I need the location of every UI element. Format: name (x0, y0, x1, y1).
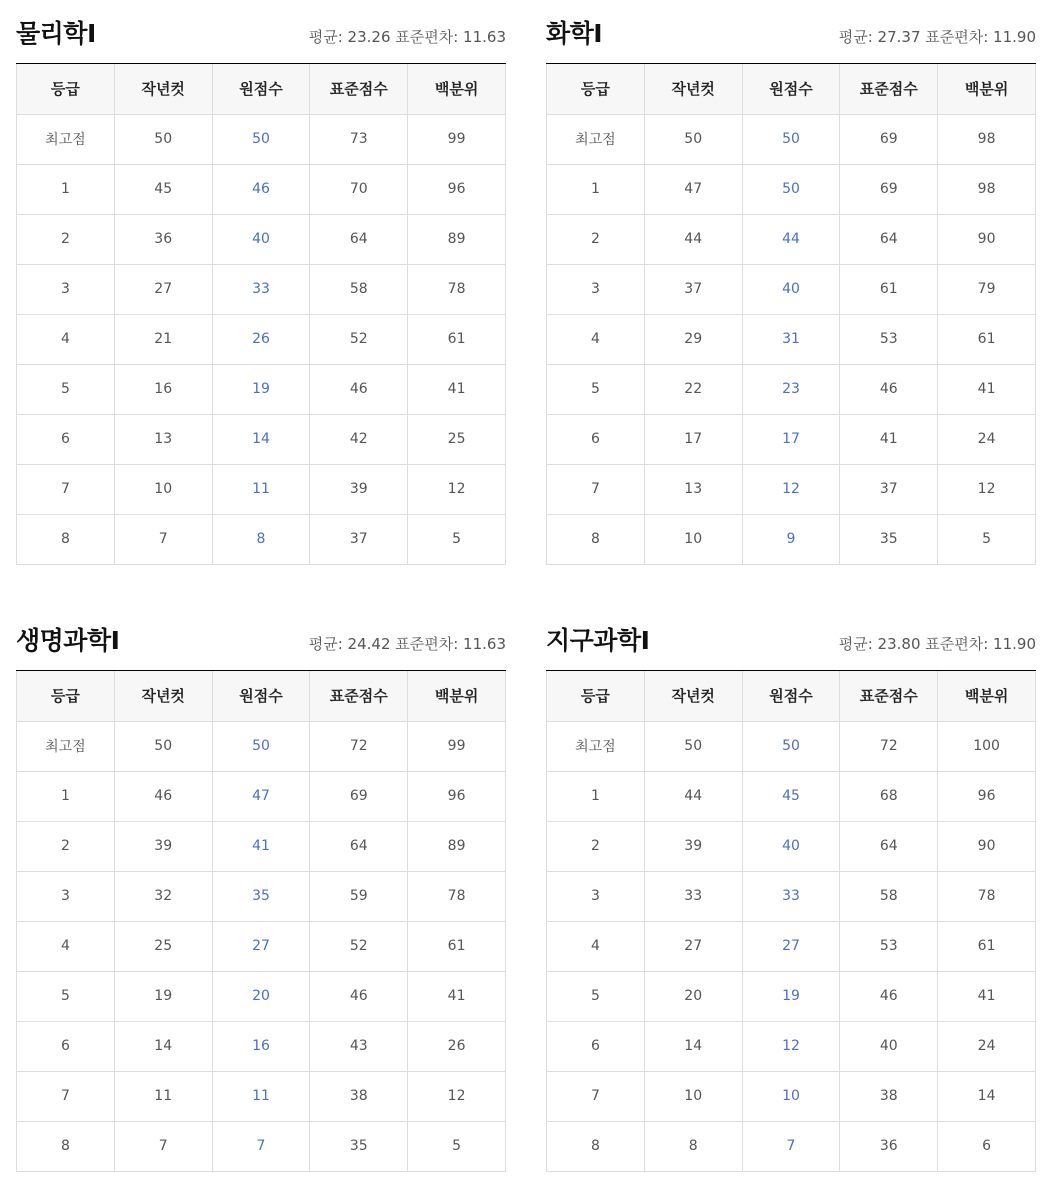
cell-standard-score: 46 (840, 971, 938, 1021)
cell-percentile: 41 (938, 364, 1036, 414)
cell-percentile: 78 (938, 871, 1036, 921)
cell-standard-score: 64 (840, 821, 938, 871)
cell-standard-score: 69 (310, 771, 408, 821)
cell-percentile: 5 (938, 514, 1036, 564)
cell-grade: 2 (17, 821, 115, 871)
column-header-standard-score: 표준점수 (310, 671, 408, 721)
cell-standard-score: 53 (840, 921, 938, 971)
cell-standard-score: 40 (840, 1021, 938, 1071)
cell-grade: 3 (17, 264, 115, 314)
cell-percentile: 90 (938, 214, 1036, 264)
table-row (547, 364, 1036, 414)
cell-percentile: 89 (408, 821, 506, 871)
column-header-percentile: 백분위 (938, 64, 1036, 114)
table-header-row (17, 671, 506, 721)
cell-last-year-cut: 32 (114, 871, 212, 921)
cell-standard-score: 35 (310, 1121, 408, 1171)
cell-standard-score: 52 (310, 314, 408, 364)
cell-standard-score: 64 (310, 821, 408, 871)
column-header-last-year-cut: 작년컷 (644, 64, 742, 114)
cell-last-year-cut: 11 (114, 1071, 212, 1121)
table-row (17, 871, 506, 921)
table-row (547, 114, 1036, 164)
cell-last-year-cut: 14 (114, 1021, 212, 1071)
panel-stats: 평균: 23.80 표준편차: 11.90 (838, 635, 1036, 653)
table-body (547, 721, 1036, 1171)
cell-raw-score: 11 (212, 1071, 310, 1121)
cell-raw-score: 7 (742, 1121, 840, 1171)
cell-last-year-cut: 39 (114, 821, 212, 871)
table-row (547, 721, 1036, 771)
cell-percentile: 89 (408, 214, 506, 264)
cell-percentile: 96 (408, 771, 506, 821)
panel-stats: 평균: 24.42 표준편차: 11.63 (308, 635, 506, 653)
cell-percentile: 99 (408, 114, 506, 164)
cell-last-year-cut: 13 (644, 464, 742, 514)
cell-last-year-cut: 25 (114, 921, 212, 971)
cell-grade: 3 (547, 871, 645, 921)
table-header-row (547, 64, 1036, 114)
cell-raw-score: 40 (212, 214, 310, 264)
cell-standard-score: 70 (310, 164, 408, 214)
cell-raw-score: 10 (742, 1071, 840, 1121)
cell-raw-score: 50 (212, 721, 310, 771)
cell-grade: 6 (17, 1021, 115, 1071)
cell-raw-score: 50 (742, 164, 840, 214)
cell-percentile: 98 (938, 164, 1036, 214)
cell-raw-score: 40 (742, 821, 840, 871)
cell-standard-score: 43 (310, 1021, 408, 1071)
cell-standard-score: 72 (840, 721, 938, 771)
cell-raw-score: 31 (742, 314, 840, 364)
cell-raw-score: 33 (742, 871, 840, 921)
cell-grade: 5 (547, 364, 645, 414)
cell-last-year-cut: 14 (644, 1021, 742, 1071)
grade-cut-table (16, 671, 506, 1172)
cell-raw-score: 20 (212, 971, 310, 1021)
cell-last-year-cut: 27 (114, 264, 212, 314)
cell-grade: 8 (17, 1121, 115, 1171)
cell-percentile: 5 (408, 514, 506, 564)
table-row (17, 264, 506, 314)
grade-cut-table (546, 64, 1036, 565)
cell-percentile: 41 (408, 971, 506, 1021)
cell-last-year-cut: 37 (644, 264, 742, 314)
cell-raw-score: 12 (742, 1021, 840, 1071)
cell-raw-score: 19 (212, 364, 310, 414)
cell-last-year-cut: 50 (644, 114, 742, 164)
cell-last-year-cut: 47 (644, 164, 742, 214)
subject-panel-physics (16, 0, 506, 565)
column-header-standard-score: 표준점수 (840, 64, 938, 114)
cell-percentile: 61 (408, 314, 506, 364)
column-header-last-year-cut: 작년컷 (644, 671, 742, 721)
cell-raw-score: 45 (742, 771, 840, 821)
cell-raw-score: 7 (212, 1121, 310, 1171)
cell-standard-score: 46 (840, 364, 938, 414)
cell-last-year-cut: 50 (114, 721, 212, 771)
table-row (547, 514, 1036, 564)
table-row (547, 771, 1036, 821)
table-row (17, 1021, 506, 1071)
cell-raw-score: 44 (742, 214, 840, 264)
table-row (17, 514, 506, 564)
cell-percentile: 12 (408, 464, 506, 514)
cell-raw-score: 35 (212, 871, 310, 921)
cell-grade: 4 (547, 314, 645, 364)
panel-title: 생명과학Ⅰ (16, 626, 120, 655)
cell-raw-score: 16 (212, 1021, 310, 1071)
cell-standard-score: 64 (310, 214, 408, 264)
cell-grade: 5 (17, 971, 115, 1021)
cell-last-year-cut: 7 (114, 1121, 212, 1171)
cell-last-year-cut: 33 (644, 871, 742, 921)
cell-last-year-cut: 17 (644, 414, 742, 464)
cell-grade: 7 (17, 464, 115, 514)
cell-last-year-cut: 36 (114, 214, 212, 264)
cell-last-year-cut: 16 (114, 364, 212, 414)
cell-standard-score: 68 (840, 771, 938, 821)
cell-standard-score: 42 (310, 414, 408, 464)
cell-percentile: 41 (408, 364, 506, 414)
cell-raw-score: 47 (212, 771, 310, 821)
cell-grade: 2 (547, 821, 645, 871)
table-row (17, 414, 506, 464)
cell-percentile: 26 (408, 1021, 506, 1071)
cell-percentile: 12 (938, 464, 1036, 514)
table-row (547, 1071, 1036, 1121)
panel-title: 물리학Ⅰ (16, 19, 96, 48)
cell-standard-score: 64 (840, 214, 938, 264)
table-row (547, 314, 1036, 364)
cell-last-year-cut: 10 (644, 1071, 742, 1121)
column-header-grade: 등급 (17, 671, 115, 721)
cell-raw-score: 27 (212, 921, 310, 971)
table-body (547, 114, 1036, 564)
cell-standard-score: 58 (310, 264, 408, 314)
cell-grade: 6 (17, 414, 115, 464)
table-row (17, 114, 506, 164)
cell-percentile: 96 (408, 164, 506, 214)
cell-last-year-cut: 10 (644, 514, 742, 564)
cell-grade: 2 (547, 214, 645, 264)
table-row (17, 821, 506, 871)
cell-standard-score: 61 (840, 264, 938, 314)
column-header-percentile: 백분위 (408, 671, 506, 721)
table-body (17, 114, 506, 564)
cell-grade: 2 (17, 214, 115, 264)
cell-percentile: 90 (938, 821, 1036, 871)
table-row (547, 264, 1036, 314)
table-header-row (17, 64, 506, 114)
cell-grade: 8 (547, 514, 645, 564)
cell-percentile: 41 (938, 971, 1036, 1021)
cell-grade: 최고점 (17, 721, 115, 771)
cell-grade: 7 (547, 464, 645, 514)
column-header-grade: 등급 (547, 671, 645, 721)
cell-raw-score: 19 (742, 971, 840, 1021)
table-row (547, 464, 1036, 514)
cell-grade: 5 (547, 971, 645, 1021)
cell-standard-score: 46 (310, 971, 408, 1021)
cell-grade: 7 (547, 1071, 645, 1121)
cell-standard-score: 52 (310, 921, 408, 971)
cell-grade: 최고점 (547, 721, 645, 771)
cell-last-year-cut: 20 (644, 971, 742, 1021)
table-row (547, 1021, 1036, 1071)
cell-raw-score: 46 (212, 164, 310, 214)
cell-last-year-cut: 50 (114, 114, 212, 164)
panel-header (546, 607, 1036, 671)
cell-last-year-cut: 45 (114, 164, 212, 214)
column-header-last-year-cut: 작년컷 (114, 64, 212, 114)
cell-last-year-cut: 22 (644, 364, 742, 414)
subject-panel-life-science (16, 607, 506, 1172)
cell-last-year-cut: 19 (114, 971, 212, 1021)
grade-cut-table (546, 671, 1036, 1172)
cell-percentile: 14 (938, 1071, 1036, 1121)
cell-grade: 7 (17, 1071, 115, 1121)
table-row (17, 971, 506, 1021)
cell-last-year-cut: 21 (114, 314, 212, 364)
cell-standard-score: 69 (840, 164, 938, 214)
cell-standard-score: 35 (840, 514, 938, 564)
table-row (17, 1071, 506, 1121)
cell-grade: 4 (547, 921, 645, 971)
table-row (547, 1121, 1036, 1171)
table-row (547, 164, 1036, 214)
cell-percentile: 61 (408, 921, 506, 971)
cell-raw-score: 14 (212, 414, 310, 464)
subject-panel-chemistry (546, 0, 1036, 565)
panel-header (16, 607, 506, 671)
cell-percentile: 100 (938, 721, 1036, 771)
panel-header (546, 0, 1036, 64)
cell-grade: 1 (547, 164, 645, 214)
cell-last-year-cut: 13 (114, 414, 212, 464)
table-row (547, 971, 1036, 1021)
cell-standard-score: 38 (840, 1071, 938, 1121)
table-row (547, 921, 1036, 971)
cell-standard-score: 72 (310, 721, 408, 771)
table-body (17, 721, 506, 1171)
column-header-grade: 등급 (17, 64, 115, 114)
cell-grade: 1 (17, 771, 115, 821)
cell-last-year-cut: 39 (644, 821, 742, 871)
cell-standard-score: 41 (840, 414, 938, 464)
cell-percentile: 78 (408, 871, 506, 921)
cell-raw-score: 50 (742, 721, 840, 771)
cell-last-year-cut: 8 (644, 1121, 742, 1171)
cell-grade: 최고점 (547, 114, 645, 164)
table-row (17, 364, 506, 414)
cell-last-year-cut: 44 (644, 214, 742, 264)
cell-percentile: 6 (938, 1121, 1036, 1171)
table-header-row (547, 671, 1036, 721)
cell-last-year-cut: 29 (644, 314, 742, 364)
cell-raw-score: 26 (212, 314, 310, 364)
column-header-grade: 등급 (547, 64, 645, 114)
cell-raw-score: 11 (212, 464, 310, 514)
cell-standard-score: 46 (310, 364, 408, 414)
cell-grade: 3 (17, 871, 115, 921)
table-row (547, 871, 1036, 921)
cell-percentile: 25 (408, 414, 506, 464)
cell-grade: 8 (547, 1121, 645, 1171)
cell-grade: 1 (17, 164, 115, 214)
table-row (17, 921, 506, 971)
cell-percentile: 79 (938, 264, 1036, 314)
cell-standard-score: 37 (310, 514, 408, 564)
cell-standard-score: 53 (840, 314, 938, 364)
cell-raw-score: 27 (742, 921, 840, 971)
column-header-raw-score: 원점수 (742, 671, 840, 721)
cell-standard-score: 37 (840, 464, 938, 514)
table-row (17, 464, 506, 514)
column-header-raw-score: 원점수 (212, 64, 310, 114)
table-row (547, 214, 1036, 264)
column-header-percentile: 백분위 (408, 64, 506, 114)
column-header-standard-score: 표준점수 (840, 671, 938, 721)
cell-percentile: 61 (938, 314, 1036, 364)
cell-raw-score: 17 (742, 414, 840, 464)
cell-grade: 6 (547, 414, 645, 464)
panel-title: 지구과학Ⅰ (546, 626, 650, 655)
cell-last-year-cut: 10 (114, 464, 212, 514)
cell-percentile: 78 (408, 264, 506, 314)
cell-grade: 8 (17, 514, 115, 564)
cell-last-year-cut: 46 (114, 771, 212, 821)
column-header-percentile: 백분위 (938, 671, 1036, 721)
cell-raw-score: 8 (212, 514, 310, 564)
cell-grade: 3 (547, 264, 645, 314)
cell-grade: 5 (17, 364, 115, 414)
cell-raw-score: 41 (212, 821, 310, 871)
cell-percentile: 24 (938, 1021, 1036, 1071)
cell-grade: 4 (17, 921, 115, 971)
table-row (17, 721, 506, 771)
column-header-standard-score: 표준점수 (310, 64, 408, 114)
cell-raw-score: 33 (212, 264, 310, 314)
cell-raw-score: 23 (742, 364, 840, 414)
cell-last-year-cut: 7 (114, 514, 212, 564)
cell-standard-score: 39 (310, 464, 408, 514)
cell-percentile: 98 (938, 114, 1036, 164)
cell-percentile: 24 (938, 414, 1036, 464)
panel-stats: 평균: 23.26 표준편차: 11.63 (308, 28, 506, 46)
cell-standard-score: 58 (840, 871, 938, 921)
subject-panel-earth-science (546, 607, 1036, 1172)
cell-grade: 4 (17, 314, 115, 364)
table-row (17, 164, 506, 214)
cell-percentile: 96 (938, 771, 1036, 821)
cell-percentile: 5 (408, 1121, 506, 1171)
cell-standard-score: 38 (310, 1071, 408, 1121)
cell-standard-score: 59 (310, 871, 408, 921)
cell-raw-score: 40 (742, 264, 840, 314)
table-row (547, 414, 1036, 464)
cell-percentile: 99 (408, 721, 506, 771)
cell-last-year-cut: 27 (644, 921, 742, 971)
cell-standard-score: 69 (840, 114, 938, 164)
cell-raw-score: 9 (742, 514, 840, 564)
table-row (547, 821, 1036, 871)
cell-raw-score: 50 (212, 114, 310, 164)
cell-raw-score: 12 (742, 464, 840, 514)
panel-header (16, 0, 506, 64)
cell-raw-score: 50 (742, 114, 840, 164)
column-header-last-year-cut: 작년컷 (114, 671, 212, 721)
cell-percentile: 61 (938, 921, 1036, 971)
cell-grade: 1 (547, 771, 645, 821)
column-header-raw-score: 원점수 (212, 671, 310, 721)
cell-standard-score: 36 (840, 1121, 938, 1171)
table-row (17, 1121, 506, 1171)
cell-standard-score: 73 (310, 114, 408, 164)
column-header-raw-score: 원점수 (742, 64, 840, 114)
grade-cut-table (16, 64, 506, 565)
table-row (17, 314, 506, 364)
cell-last-year-cut: 44 (644, 771, 742, 821)
cell-last-year-cut: 50 (644, 721, 742, 771)
panel-title: 화학Ⅰ (546, 19, 603, 48)
cell-grade: 6 (547, 1021, 645, 1071)
table-row (17, 214, 506, 264)
panel-stats: 평균: 27.37 표준편차: 11.90 (838, 28, 1036, 46)
cell-grade: 최고점 (17, 114, 115, 164)
cell-percentile: 12 (408, 1071, 506, 1121)
table-row (17, 771, 506, 821)
